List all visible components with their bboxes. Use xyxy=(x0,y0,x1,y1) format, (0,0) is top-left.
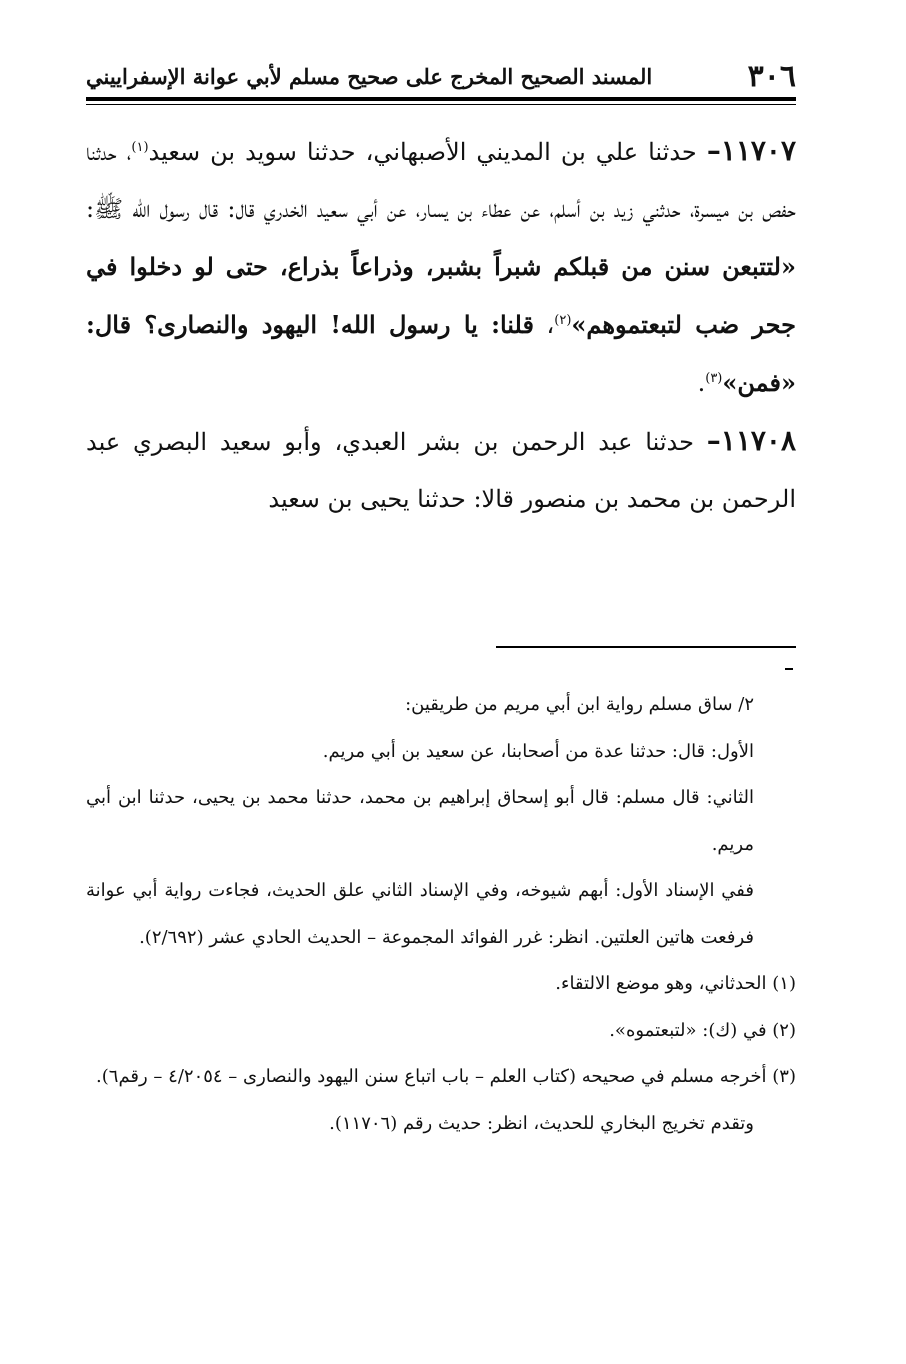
footnote-2: (٢) في (ك): «لتبعتموه». xyxy=(609,1019,796,1041)
hadith-quote: قلنا: يا رسول الله! اليهود والنصارى؟ قال: «فمن» xyxy=(86,310,796,397)
main-text xyxy=(86,122,796,528)
hadith-11708 xyxy=(86,412,796,528)
page-header xyxy=(86,56,796,96)
footnote-continued: الثاني: قال مسلم: قال أبو إسحاق إبراهيم بن محمد، حدثنا محمد بن يحيى، حدثنا ابن أبي مريم. xyxy=(86,787,754,855)
header-rule-thick xyxy=(86,97,796,101)
footnote-1: (١) الحدثاني، وهو موضع الالتقاء. xyxy=(555,973,796,994)
footnote-continued: ففي الإسناد الأول: أبهم شيوخه، وفي الإسناد الثاني علق الحديث، فجاءت رواية أبي عوانة فرفعت هاتين العلتين. انظر: غرر الفوائد المجموعة – الحديث الحادي عشر (٢/٦٩٢). xyxy=(86,880,754,948)
header-rule-thin xyxy=(86,104,796,105)
hadith-text: حدثنا علي بن المديني الأصبهاني، حدثنا سويد بن سعيد xyxy=(148,138,707,166)
footnote-3: (٣) أخرجه مسلم في صحيحه (كتاب العلم – باب اتباع سنن اليهود والنصارى – ٤/٢٠٥٤ – رقم٦). xyxy=(96,1066,796,1087)
hadith-text: ، xyxy=(533,311,555,339)
hadith-number: ١١٧٠٨– xyxy=(706,424,796,457)
footnote-continued: ٢/ ساق مسلم رواية ابن أبي مريم من طريقين: xyxy=(405,694,754,715)
footnote-3-continued: وتقدم تخريج البخاري للحديث، انظر: حديث رقم (١١٧٠٦). xyxy=(329,1112,754,1134)
hadith-number: ١١٧٠٧– xyxy=(706,134,797,167)
footnote-separator xyxy=(496,646,796,648)
page-number: ٣٠٦ xyxy=(747,58,796,94)
hadith-quote: «لتتبعن سنن من قبلكم شبراً بشبر، وذراعاً بذراع، حتى لو دخلوا في جحر ضب لتبعتموهم» xyxy=(86,252,797,339)
hadith-text: . xyxy=(697,369,706,397)
running-title: المسند الصحيح المخرج على صحيح مسلم لأبي عوانة الإسفراييني xyxy=(86,63,653,89)
hadith-text: ، حدثنا حفص بن ميسرة، حدثني زيد بن أسلم، عن عطاء بن يسار، عن أبي سعيد الخدري قال: قال رسول الله ﷺ: xyxy=(86,138,796,223)
footnote-ref: (٣) xyxy=(705,371,723,386)
hadith-11707 xyxy=(86,122,796,412)
footnote-ref: (١) xyxy=(131,140,149,155)
footnote-carry-mark xyxy=(785,668,793,670)
footnotes xyxy=(86,682,796,1147)
footnote-ref: (٢) xyxy=(554,313,572,328)
footnote-continued: الأول: قال: حدثنا عدة من أصحابنا، عن سعيد بن أبي مريم. xyxy=(322,740,754,762)
hadith-text: حدثنا عبد الرحمن بن بشر العبدي، وأبو سعيد البصري عبد الرحمن بن محمد بن منصور قالا: حدثنا يحيى بن سعيد xyxy=(86,428,796,513)
